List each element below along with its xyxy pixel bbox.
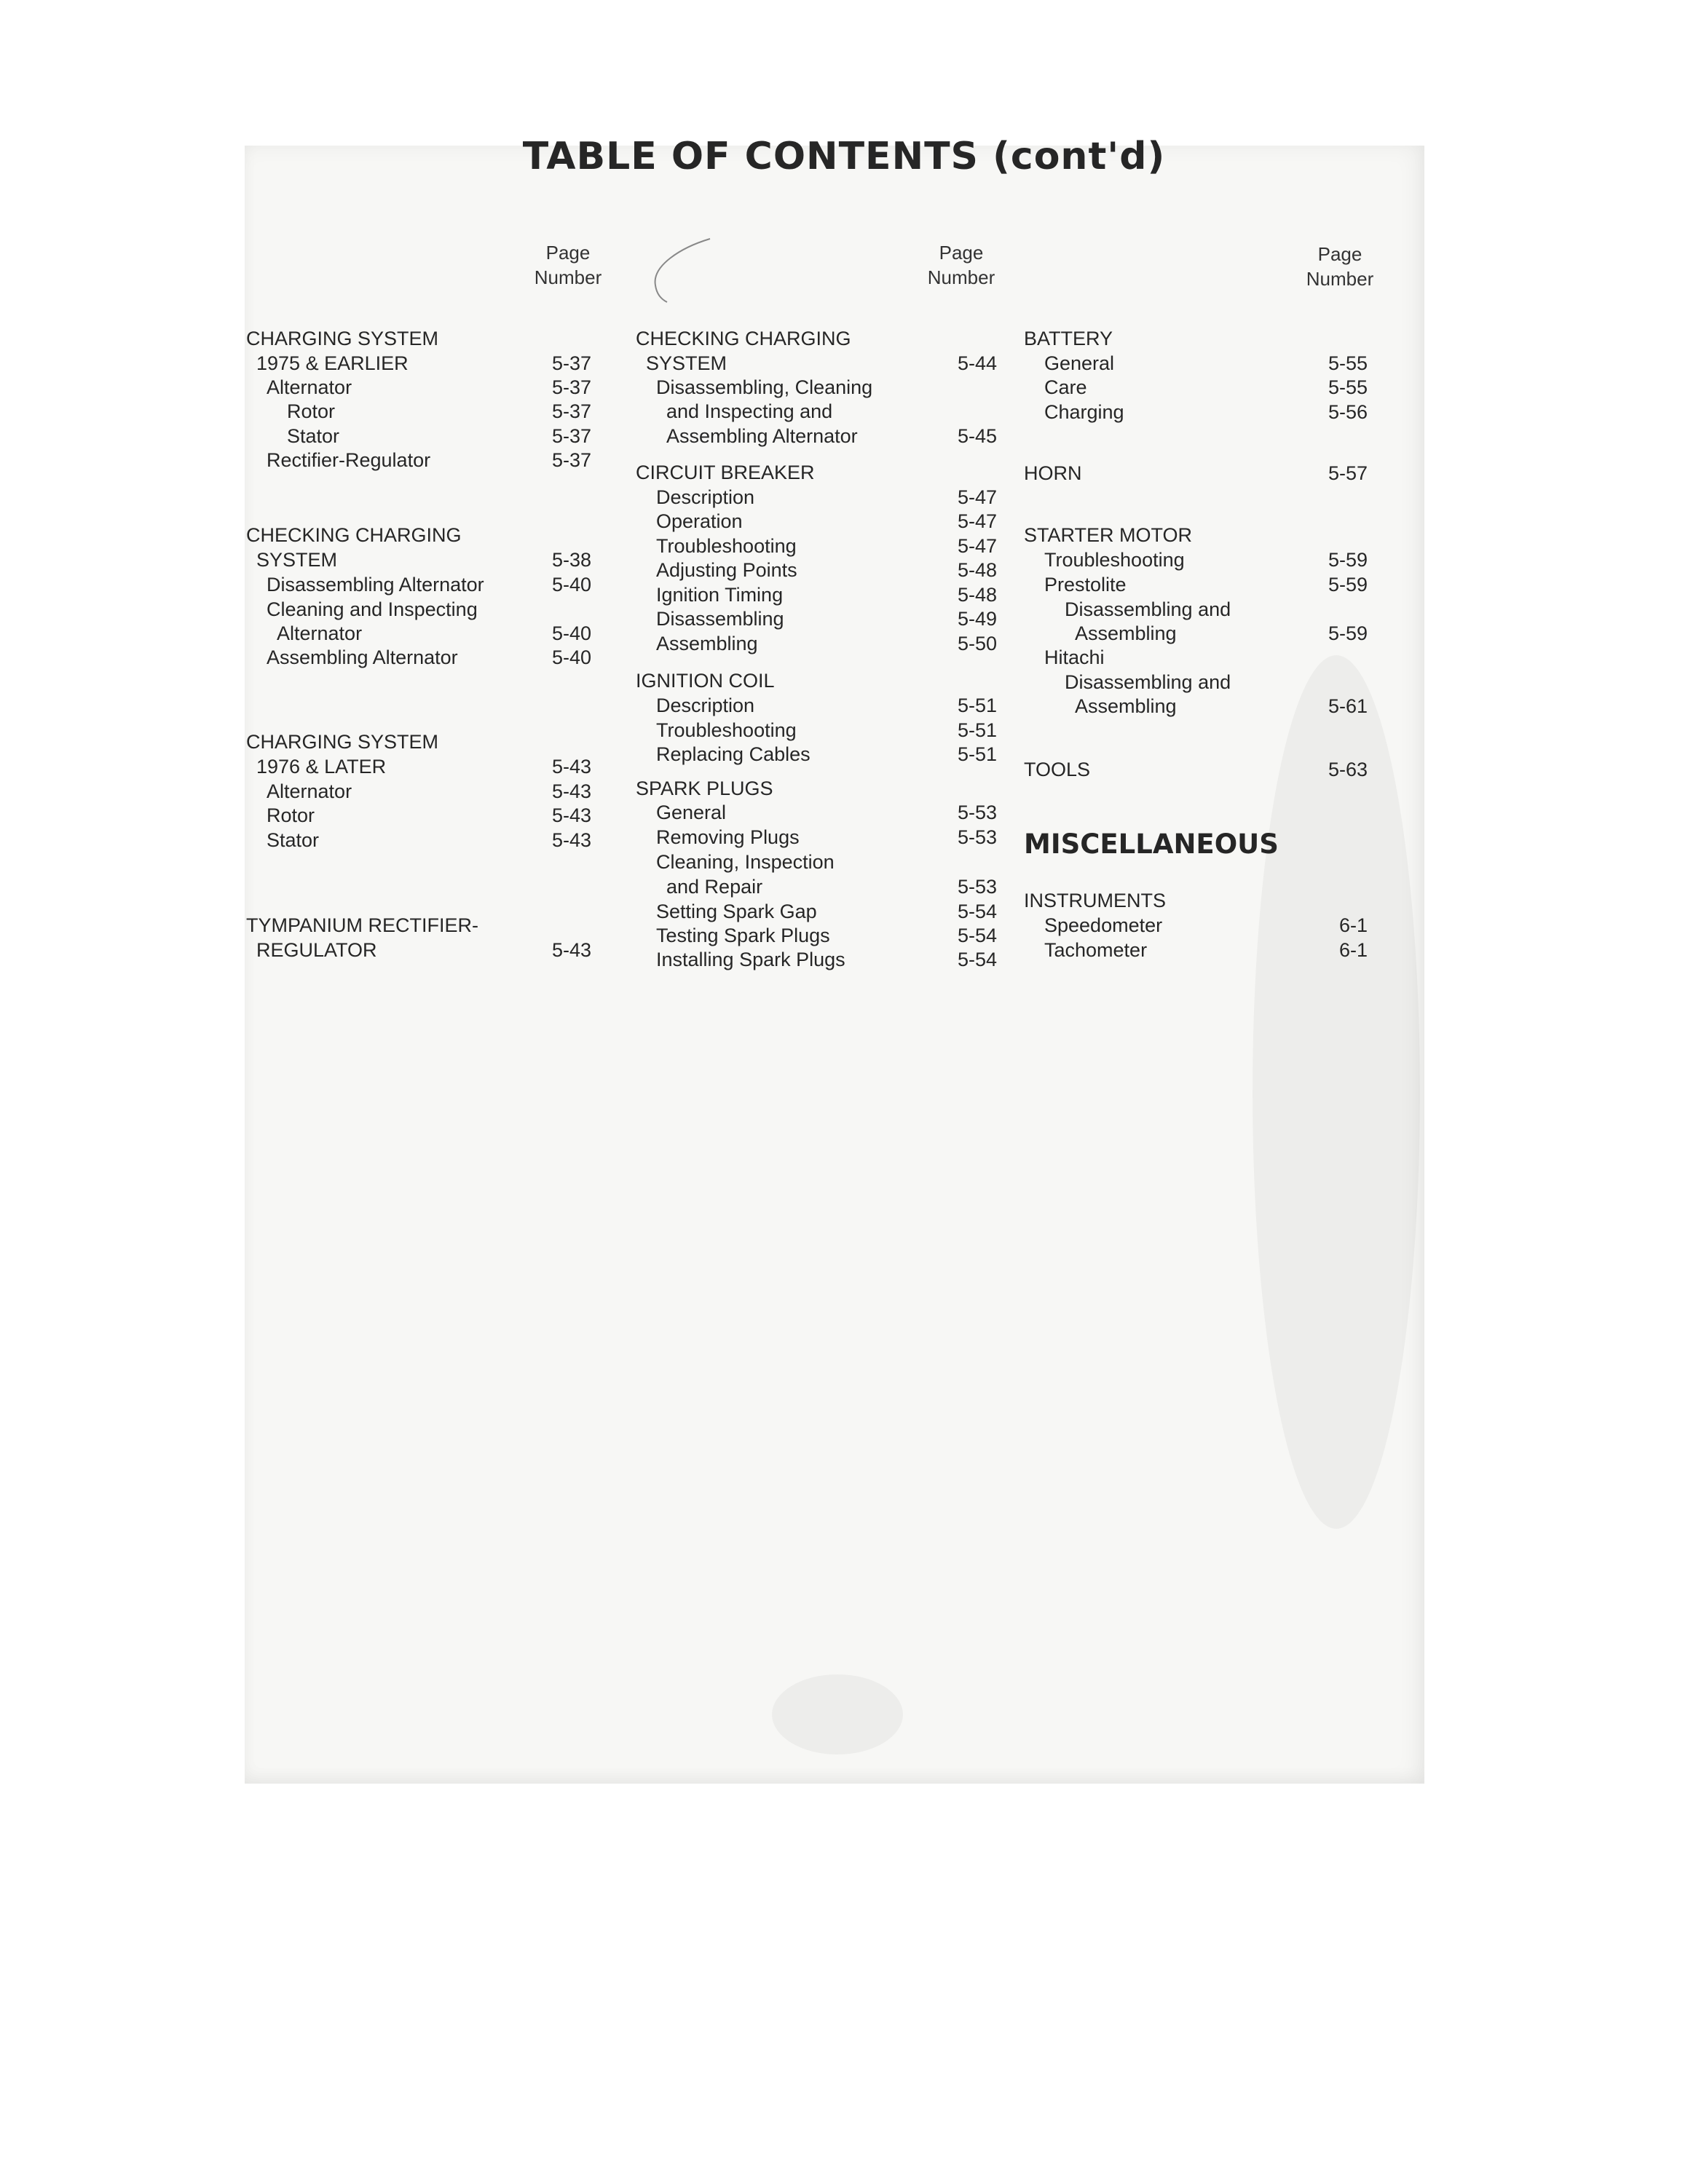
toc-entry-page: 5-55 (1328, 376, 1368, 398)
toc-entry-title: IGNITION COIL (636, 670, 775, 692)
toc-entry-page: 5-59 (1328, 574, 1368, 596)
toc-entry-title: Removing Plugs (656, 826, 800, 848)
toc-entry-page: 5-54 (957, 901, 997, 922)
toc-entry-title: 1976 & LATER (256, 756, 387, 778)
toc-entry-page: 5-50 (957, 633, 997, 654)
toc-entry-page: 5-51 (957, 743, 997, 765)
toc-entry-page: 5-45 (957, 425, 997, 447)
toc-entry-title: Cleaning, Inspection (656, 851, 835, 873)
toc-entry-title: Alternator (267, 376, 352, 398)
toc-entry-title: Ignition Timing (656, 584, 784, 606)
toc-entry-title: Setting Spark Gap (656, 901, 817, 922)
toc-entry-page: 5-59 (1328, 622, 1368, 644)
toc-entry-page: 5-47 (957, 510, 997, 532)
toc-entry-page: 5-53 (957, 826, 997, 848)
toc-entry-page: 5-55 (1328, 352, 1368, 374)
toc-entry-title: Description (656, 695, 755, 716)
toc-entry-page: 5-59 (1328, 549, 1368, 571)
toc-entry-title: Troubleshooting (1044, 549, 1185, 571)
toc-entry-title: Speedometer (1044, 914, 1163, 936)
toc-entry-page: 5-40 (551, 622, 591, 644)
toc-entry-title: CHECKING CHARGING (246, 524, 462, 546)
toc-entry-title: General (1044, 352, 1115, 374)
pencil-mark (641, 233, 721, 306)
page-title: TABLE OF CONTENTS (cont'd) (522, 135, 1166, 178)
page-number-header: Page Number (534, 242, 602, 288)
toc-entry-title: CIRCUIT BREAKER (636, 462, 815, 483)
toc-entry-title: Stator (287, 425, 340, 447)
toc-entry-page: 5-44 (957, 352, 997, 374)
toc-entry-title: and Inspecting and (666, 400, 833, 422)
toc-entry-page: 5-51 (957, 719, 997, 741)
toc-entry-title: Alternator (277, 622, 363, 644)
toc-entry-title: Rotor (267, 804, 315, 826)
toc-entry-title: Assembling (656, 633, 758, 654)
toc-entry-title: Replacing Cables (656, 743, 811, 765)
toc-entry-page: 5-54 (957, 925, 997, 946)
section-heading: MISCELLANEOUS (1024, 828, 1279, 860)
toc-entry-title: Cleaning and Inspecting (267, 598, 478, 620)
toc-entry-page: 5-48 (957, 584, 997, 606)
toc-entry-title: Tachometer (1044, 939, 1148, 961)
toc-entry-page: 5-37 (551, 400, 591, 422)
toc-entry-title: HORN (1024, 462, 1082, 484)
toc-entry-title: SPARK PLUGS (636, 778, 773, 799)
toc-entry-page: 5-54 (957, 949, 997, 970)
toc-entry-page: 5-43 (551, 804, 591, 826)
toc-entry-title: Rotor (287, 400, 336, 422)
toc-entry-page: 5-47 (957, 535, 997, 557)
page-smudge (772, 1674, 903, 1754)
toc-entry-page: 5-57 (1328, 462, 1368, 484)
toc-entry-title: Disassembling and (1065, 671, 1231, 693)
toc-entry-title: Operation (656, 510, 743, 532)
toc-entry-title: CHARGING SYSTEM (246, 328, 439, 349)
toc-entry-title: General (656, 802, 727, 823)
page-smudge (1253, 655, 1420, 1529)
toc-entry-title: Troubleshooting (656, 535, 797, 557)
toc-entry-page: 5-53 (957, 802, 997, 823)
toc-entry-title: Disassembling and (1065, 598, 1231, 620)
toc-entry-title: Assembling (1075, 622, 1177, 644)
toc-entry-title: Charging (1044, 401, 1124, 423)
toc-entry-title: CHECKING CHARGING (636, 328, 851, 349)
toc-entry-page: 5-40 (551, 574, 591, 596)
toc-entry-title: SYSTEM (256, 549, 338, 571)
toc-entry-title: and Repair (666, 876, 763, 898)
toc-entry-page: 5-37 (551, 376, 591, 398)
toc-entry-title: Alternator (267, 780, 352, 802)
toc-entry-page: 5-49 (957, 608, 997, 630)
toc-entry-title: TOOLS (1024, 759, 1091, 780)
toc-entry-title: Prestolite (1044, 574, 1127, 596)
toc-entry-page: 5-40 (551, 646, 591, 668)
toc-entry-title: Rectifier-Regulator (267, 449, 431, 471)
toc-entry-title: Disassembling, Cleaning (656, 376, 873, 398)
toc-entry-page: 5-37 (551, 425, 591, 447)
toc-entry-title: STARTER MOTOR (1024, 524, 1193, 546)
toc-entry-title: Installing Spark Plugs (656, 949, 845, 970)
toc-entry-title: REGULATOR (256, 939, 377, 961)
toc-entry-title: Adjusting Points (656, 559, 797, 581)
toc-entry-page: 5-47 (957, 486, 997, 508)
toc-entry-title: Troubleshooting (656, 719, 797, 741)
toc-entry-page: 5-53 (957, 876, 997, 898)
toc-entry-page: 5-63 (1328, 759, 1368, 780)
toc-entry-title: Disassembling (656, 608, 784, 630)
toc-entry-title: Assembling Alternator (666, 425, 858, 447)
toc-entry-title: Assembling Alternator (267, 646, 458, 668)
toc-entry-title: 1975 & EARLIER (256, 352, 409, 374)
toc-entry-page: 5-43 (551, 756, 591, 778)
toc-entry-page: 5-61 (1328, 695, 1368, 717)
toc-entry-title: Description (656, 486, 755, 508)
toc-entry-title: INSTRUMENTS (1024, 890, 1166, 911)
toc-entry-page: 5-38 (551, 549, 591, 571)
toc-entry-page: 5-51 (957, 695, 997, 716)
toc-entry-page: 5-43 (551, 780, 591, 802)
toc-entry-page: 5-43 (551, 829, 591, 851)
toc-entry-page: 6-1 (1338, 939, 1368, 961)
toc-entry-title: BATTERY (1024, 328, 1113, 349)
toc-entry-page: 5-43 (551, 939, 591, 961)
toc-entry-title: Disassembling Alternator (267, 574, 484, 596)
toc-entry-title: SYSTEM (646, 352, 727, 374)
toc-entry-page: 5-37 (551, 352, 591, 374)
toc-entry-page: 5-37 (551, 449, 591, 471)
toc-entry-title: Care (1044, 376, 1087, 398)
toc-entry-title: Assembling (1075, 695, 1177, 717)
toc-entry-page: 5-48 (957, 559, 997, 581)
page-number-header: Page Number (927, 242, 995, 288)
toc-entry-title: Hitachi (1044, 646, 1105, 668)
page-number-header: Page Number (1306, 243, 1374, 290)
toc-entry-page: 5-56 (1328, 401, 1368, 423)
toc-entry-page: 6-1 (1338, 914, 1368, 936)
toc-entry-title: Stator (267, 829, 320, 851)
toc-entry-title: TYMPANIUM RECTIFIER- (246, 914, 478, 936)
toc-entry-title: CHARGING SYSTEM (246, 731, 439, 753)
toc-entry-title: Testing Spark Plugs (656, 925, 830, 946)
